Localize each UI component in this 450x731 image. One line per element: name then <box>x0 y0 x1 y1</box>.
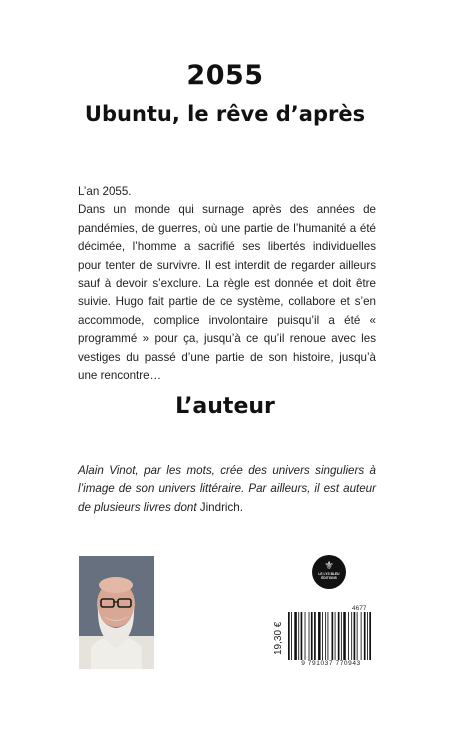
author-bio <box>78 462 376 517</box>
barcode-image <box>288 612 376 660</box>
price-label: 19,30 € <box>273 621 284 655</box>
publisher-logo-subtext: ÉDITIONS <box>321 576 337 580</box>
author-heading: L’auteur <box>175 394 275 419</box>
book-title: 2055 <box>186 60 264 91</box>
author-bio-book: Jindrich. <box>196 500 243 514</box>
isbn-digits: 9 791037 770943 <box>301 660 361 667</box>
author-photo <box>79 556 154 669</box>
synopsis-first-line: L’an 2055. <box>78 185 132 198</box>
book-subtitle: Ubuntu, le rêve d’après <box>84 102 366 126</box>
author-portrait-image <box>79 556 154 669</box>
barcode-addon-number: 4677 <box>352 605 367 612</box>
lily-icon: ⚜ <box>324 560 334 572</box>
author-bio-italic: Alain Vinot, par les mots, crée des univers singuliers à l’image de son univers littéraire. Par ailleurs, il est auteur de plusieurs livres dont <box>78 464 376 514</box>
publisher-logo <box>312 555 346 589</box>
synopsis <box>78 183 376 385</box>
synopsis-body: Dans un monde qui surnage après des années de pandémies, de guerres, où une partie de l’humanité a été décimée, l’homme a sacrifié ses libertés individuelles pour tenter de survivre. Il est interdit de regarder ailleurs sauf à devoir s’exclure. La règle est donnée et doit être suivie. Hugo fait partie de ce système, collabore et s’en accommode, complice involontaire puisqu’il a été « programmé » pour ça, jusqu’à ce qu’il renoue avec les vestiges du passé d’une partie de son histoire, jusqu’à une rencontre… <box>78 203 376 383</box>
publisher-logo-text: LE LYS BLEU <box>318 572 340 576</box>
